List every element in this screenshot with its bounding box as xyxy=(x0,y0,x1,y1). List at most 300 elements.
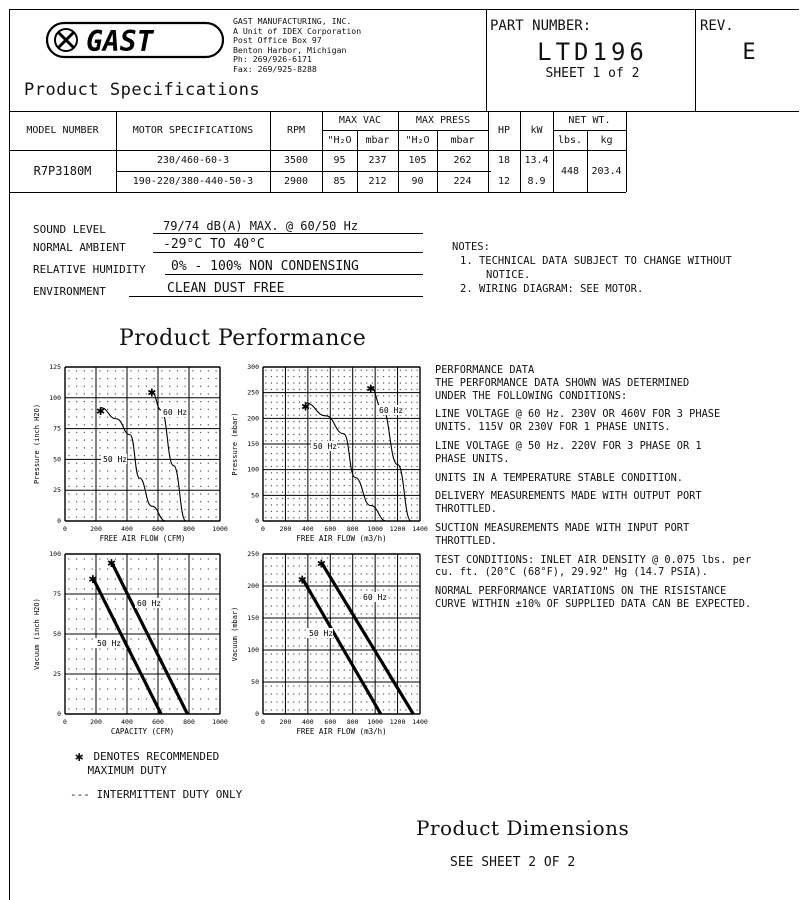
grid-dot xyxy=(76,698,77,699)
grid-dot xyxy=(394,498,395,499)
grid-dot xyxy=(276,661,277,662)
grid-dot xyxy=(332,511,333,512)
recommended-max-star: ✱ xyxy=(147,384,157,401)
grid-dot xyxy=(310,511,311,512)
grid-dot xyxy=(327,498,328,499)
grid-dot xyxy=(68,668,69,669)
grid-dot xyxy=(288,661,289,662)
grid-dot xyxy=(288,597,289,598)
grid-dot xyxy=(265,629,266,630)
grid-dot xyxy=(344,629,345,630)
grid-dot xyxy=(84,493,85,494)
grid-dot xyxy=(138,558,139,559)
grid-dot xyxy=(316,685,317,686)
grid-dot xyxy=(344,447,345,448)
grid-dot xyxy=(411,581,412,582)
grid-dot xyxy=(299,370,300,371)
grid-dot xyxy=(332,459,333,460)
grid-dot xyxy=(316,382,317,383)
grid-dot xyxy=(349,709,350,710)
grid-dot xyxy=(405,709,406,710)
grid-dot xyxy=(265,453,266,454)
grid-dot xyxy=(288,389,289,390)
grid-dot xyxy=(332,402,333,403)
grid-dot xyxy=(208,501,209,502)
grid-dot xyxy=(372,472,373,473)
grid-dot xyxy=(293,492,294,493)
grid-dot xyxy=(282,466,283,467)
grid-dot xyxy=(282,492,283,493)
grid-dot xyxy=(123,386,124,387)
grid-dot xyxy=(377,565,378,566)
grid-dot xyxy=(107,698,108,699)
grid-dot xyxy=(92,432,93,433)
grid-dot xyxy=(146,455,147,456)
grid-dot xyxy=(405,376,406,377)
grid-dot xyxy=(276,485,277,486)
grid-dot xyxy=(146,638,147,639)
grid-dot xyxy=(99,455,100,456)
grid-dot xyxy=(92,668,93,669)
grid-dot xyxy=(310,395,311,396)
grid-dot xyxy=(115,386,116,387)
grid-dot xyxy=(92,628,93,629)
grid-dot xyxy=(276,440,277,441)
grid-dot xyxy=(372,453,373,454)
grid-dot xyxy=(200,598,201,599)
grid-dot xyxy=(146,370,147,371)
grid-dot xyxy=(304,701,305,702)
grid-dot xyxy=(411,677,412,678)
grid-dot xyxy=(130,509,131,510)
grid-dot xyxy=(310,466,311,467)
grid-dot xyxy=(405,645,406,646)
grid-dot xyxy=(216,432,217,433)
grid-dot xyxy=(377,472,378,473)
grid-dot xyxy=(169,588,170,589)
grid-dot xyxy=(417,701,418,702)
grid-dot xyxy=(84,638,85,639)
grid-dot xyxy=(115,608,116,609)
grid-dot xyxy=(327,472,328,473)
grid-dot xyxy=(338,453,339,454)
grid-dot xyxy=(400,395,401,396)
grid-dot xyxy=(372,677,373,678)
grid-dot xyxy=(417,581,418,582)
grid-dot xyxy=(389,498,390,499)
grid-dot xyxy=(361,557,362,558)
grid-dot xyxy=(372,629,373,630)
grid-dot xyxy=(327,597,328,598)
grid-dot xyxy=(154,455,155,456)
grid-dot xyxy=(394,395,395,396)
grid-dot xyxy=(310,701,311,702)
grid-dot xyxy=(361,685,362,686)
grid-dot xyxy=(366,557,367,558)
grid-dot xyxy=(304,479,305,480)
grid-dot xyxy=(383,511,384,512)
grid-dot xyxy=(299,421,300,422)
grid-dot xyxy=(400,504,401,505)
row2-hp: 12 xyxy=(497,176,511,187)
grid-dot xyxy=(344,637,345,638)
grid-dot xyxy=(130,678,131,679)
grid-dot xyxy=(327,557,328,558)
grid-dot xyxy=(417,459,418,460)
grid-dot xyxy=(185,628,186,629)
grid-dot xyxy=(177,568,178,569)
grid-dot xyxy=(405,408,406,409)
grid-dot xyxy=(161,628,162,629)
grid-dot xyxy=(405,402,406,403)
grid-dot xyxy=(276,629,277,630)
grid-dot xyxy=(321,511,322,512)
grid-dot xyxy=(299,466,300,467)
grid-dot xyxy=(383,645,384,646)
grid-dot xyxy=(177,401,178,402)
grid-dot xyxy=(276,613,277,614)
grid-dot xyxy=(185,668,186,669)
grid-dot xyxy=(394,434,395,435)
grid-dot xyxy=(321,382,322,383)
grid-dot xyxy=(84,708,85,709)
grid-dot xyxy=(271,637,272,638)
grid-dot xyxy=(271,382,272,383)
grid-dot xyxy=(349,415,350,416)
grid-dot xyxy=(355,382,356,383)
grid-dot xyxy=(400,709,401,710)
grid-dot xyxy=(185,455,186,456)
grid-dot xyxy=(377,434,378,435)
grid-dot xyxy=(417,613,418,614)
grid-dot xyxy=(361,408,362,409)
grid-dot xyxy=(338,693,339,694)
grid-dot xyxy=(123,401,124,402)
grid-dot xyxy=(192,470,193,471)
grid-dot xyxy=(411,637,412,638)
row2-vac-mbar: 212 xyxy=(368,176,387,187)
grid-dot xyxy=(115,470,116,471)
grid-dot xyxy=(299,389,300,390)
grid-dot xyxy=(282,479,283,480)
grid-dot xyxy=(115,668,116,669)
grid-dot xyxy=(146,708,147,709)
y-tick-label: 100 xyxy=(247,465,259,474)
grid-dot xyxy=(288,479,289,480)
grid-dot xyxy=(361,415,362,416)
grid-dot xyxy=(304,472,305,473)
grid-dot xyxy=(288,589,289,590)
series-label: 60 Hz xyxy=(363,593,388,602)
grid-dot xyxy=(123,470,124,471)
grid-dot xyxy=(389,389,390,390)
grid-dot xyxy=(265,589,266,590)
grid-dot xyxy=(115,588,116,589)
grid-dot xyxy=(130,393,131,394)
grid-dot xyxy=(417,565,418,566)
grid-dot xyxy=(107,447,108,448)
condition-row xyxy=(33,281,428,299)
grid-dot xyxy=(146,678,147,679)
grid-dot xyxy=(107,688,108,689)
grid-dot xyxy=(394,485,395,486)
grid-dot xyxy=(138,370,139,371)
grid-dot xyxy=(130,578,131,579)
grid-dot xyxy=(271,685,272,686)
grid-dot xyxy=(123,393,124,394)
x-tick-label: 800 xyxy=(183,718,195,726)
grid-dot xyxy=(271,653,272,654)
grid-dot xyxy=(304,645,305,646)
grid-dot xyxy=(299,408,300,409)
y-axis-label: Pressure (mbar) xyxy=(231,412,239,476)
grid-dot xyxy=(400,701,401,702)
grid-dot xyxy=(372,511,373,512)
grid-dot xyxy=(338,485,339,486)
grid-dot xyxy=(372,573,373,574)
grid-dot xyxy=(123,493,124,494)
grid-dot xyxy=(338,434,339,435)
grid-dot xyxy=(271,557,272,558)
grid-dot xyxy=(304,669,305,670)
condition-label: ENVIRONMENT xyxy=(33,285,106,298)
grid-dot xyxy=(304,709,305,710)
grid-dot xyxy=(154,493,155,494)
grid-dot xyxy=(394,613,395,614)
grid-dot xyxy=(276,637,277,638)
grid-dot xyxy=(146,470,147,471)
grid-dot xyxy=(68,708,69,709)
grid-dot xyxy=(383,370,384,371)
grid-dot xyxy=(366,504,367,505)
grid-dot xyxy=(271,693,272,694)
grid-dot xyxy=(276,427,277,428)
grid-dot xyxy=(344,511,345,512)
grid-dot xyxy=(107,598,108,599)
grid-dot xyxy=(377,466,378,467)
grid-dot xyxy=(84,470,85,471)
grid-dot xyxy=(372,621,373,622)
x-axis-label: CAPACITY (CFM) xyxy=(110,727,175,736)
grid-dot xyxy=(99,470,100,471)
grid-dot xyxy=(417,685,418,686)
grid-dot xyxy=(299,637,300,638)
grid-dot xyxy=(146,424,147,425)
grid-dot xyxy=(332,382,333,383)
grid-dot xyxy=(276,685,277,686)
grid-dot xyxy=(394,653,395,654)
grid-dot xyxy=(411,382,412,383)
grid-dot xyxy=(92,486,93,487)
grid-dot xyxy=(161,648,162,649)
grid-dot xyxy=(68,493,69,494)
grid-dot xyxy=(372,408,373,409)
grid-dot xyxy=(293,376,294,377)
grid-dot xyxy=(310,459,311,460)
grid-dot xyxy=(200,386,201,387)
grid-dot xyxy=(208,493,209,494)
grid-dot xyxy=(138,608,139,609)
grid-dot xyxy=(68,409,69,410)
grid-dot xyxy=(349,645,350,646)
grid-dot xyxy=(411,440,412,441)
grid-dot xyxy=(265,466,266,467)
grid-dot xyxy=(276,370,277,371)
grid-dot xyxy=(310,693,311,694)
grid-dot xyxy=(185,638,186,639)
grid-dot xyxy=(92,558,93,559)
grid-dot xyxy=(208,455,209,456)
grid-dot xyxy=(282,453,283,454)
grid-dot xyxy=(304,653,305,654)
grid-dot xyxy=(123,432,124,433)
grid-dot xyxy=(288,504,289,505)
legend-star-line: DENOTES RECOMMENDED xyxy=(93,750,220,763)
grid-dot xyxy=(271,677,272,678)
grid-dot xyxy=(405,589,406,590)
grid-dot xyxy=(276,517,277,518)
grid-dot xyxy=(288,459,289,460)
grid-dot xyxy=(293,557,294,558)
grid-dot xyxy=(304,447,305,448)
grid-dot xyxy=(185,608,186,609)
grid-dot xyxy=(92,608,93,609)
grid-dot xyxy=(411,669,412,670)
condition-value: 79/74 dB(A) MAX. @ 60/50 Hz xyxy=(153,219,423,234)
grid-dot xyxy=(361,472,362,473)
grid-dot xyxy=(271,504,272,505)
x-tick-label: 0 xyxy=(63,525,67,533)
grid-dot xyxy=(200,455,201,456)
grid-dot xyxy=(99,447,100,448)
grid-dot xyxy=(304,376,305,377)
grid-dot xyxy=(115,698,116,699)
grid-dot xyxy=(344,427,345,428)
grid-dot xyxy=(99,509,100,510)
grid-dot xyxy=(123,447,124,448)
grid-dot xyxy=(92,401,93,402)
grid-dot xyxy=(405,485,406,486)
grid-dot xyxy=(327,511,328,512)
grid-dot xyxy=(310,492,311,493)
row1-press-h2o: 105 xyxy=(408,155,427,166)
grid-dot xyxy=(177,708,178,709)
performance-text-line: cu. ft. (20°C (68°F), 29.92" Hg (14.7 PSIA). xyxy=(435,566,708,579)
grid-dot xyxy=(282,395,283,396)
grid-dot xyxy=(130,501,131,502)
grid-dot xyxy=(321,685,322,686)
grid-dot xyxy=(161,463,162,464)
grid-dot xyxy=(355,427,356,428)
grid-dot xyxy=(316,485,317,486)
grid-dot xyxy=(310,389,311,390)
grid-dot xyxy=(265,382,266,383)
grid-dot xyxy=(366,440,367,441)
grid-dot xyxy=(265,597,266,598)
grid-dot xyxy=(304,511,305,512)
grid-dot xyxy=(169,688,170,689)
grid-dot xyxy=(293,653,294,654)
grid-dot xyxy=(192,598,193,599)
performance-text-line: NORMAL PERFORMANCE VARIATIONS ON THE RISISTANCE xyxy=(435,585,727,598)
grid-dot xyxy=(383,427,384,428)
gast-logo-text: GAST xyxy=(86,25,154,58)
grid-dot xyxy=(400,557,401,558)
grid-dot xyxy=(377,517,378,518)
grid-dot xyxy=(138,588,139,589)
grid-dot xyxy=(411,511,412,512)
grid-dot xyxy=(338,382,339,383)
grid-dot xyxy=(310,613,311,614)
grid-dot xyxy=(161,588,162,589)
series-label: 60 Hz xyxy=(163,408,188,417)
grid-dot xyxy=(161,478,162,479)
grid-dot xyxy=(299,669,300,670)
grid-dot xyxy=(344,701,345,702)
grid-dot xyxy=(349,504,350,505)
grid-dot xyxy=(84,688,85,689)
grid-dot xyxy=(92,447,93,448)
grid-dot xyxy=(169,698,170,699)
grid-dot xyxy=(394,504,395,505)
grid-dot xyxy=(327,613,328,614)
grid-dot xyxy=(394,645,395,646)
grid-dot xyxy=(304,685,305,686)
grid-dot xyxy=(355,395,356,396)
grid-dot xyxy=(394,605,395,606)
grid-dot xyxy=(338,565,339,566)
grid-dot xyxy=(177,455,178,456)
grid-dot xyxy=(361,653,362,654)
y-tick-label: 150 xyxy=(247,440,259,448)
grid-dot xyxy=(216,486,217,487)
grid-dot xyxy=(310,565,311,566)
grid-dot xyxy=(216,568,217,569)
grid-dot xyxy=(177,578,178,579)
grid-dot xyxy=(271,613,272,614)
grid-dot xyxy=(394,677,395,678)
grid-dot xyxy=(310,517,311,518)
grid-dot xyxy=(76,618,77,619)
grid-dot xyxy=(161,424,162,425)
x-tick-label: 400 xyxy=(301,718,314,726)
grid-dot xyxy=(115,370,116,371)
grid-dot xyxy=(192,638,193,639)
grid-dot xyxy=(321,389,322,390)
grid-dot xyxy=(332,605,333,606)
grid-dot xyxy=(355,565,356,566)
grid-dot xyxy=(310,415,311,416)
grid-dot xyxy=(92,678,93,679)
grid-dot xyxy=(332,573,333,574)
grid-dot xyxy=(130,618,131,619)
grid-dot xyxy=(146,648,147,649)
y-tick-label: 100 xyxy=(247,646,259,654)
grid-dot xyxy=(68,386,69,387)
grid-dot xyxy=(316,492,317,493)
grid-dot xyxy=(169,509,170,510)
grid-dot xyxy=(361,427,362,428)
grid-dot xyxy=(389,402,390,403)
grid-dot xyxy=(208,370,209,371)
grid-dot xyxy=(84,598,85,599)
grid-dot xyxy=(177,628,178,629)
grid-dot xyxy=(76,517,77,518)
grid-dot xyxy=(316,421,317,422)
grid-dot xyxy=(107,501,108,502)
grid-dot xyxy=(288,613,289,614)
grid-dot xyxy=(99,578,100,579)
